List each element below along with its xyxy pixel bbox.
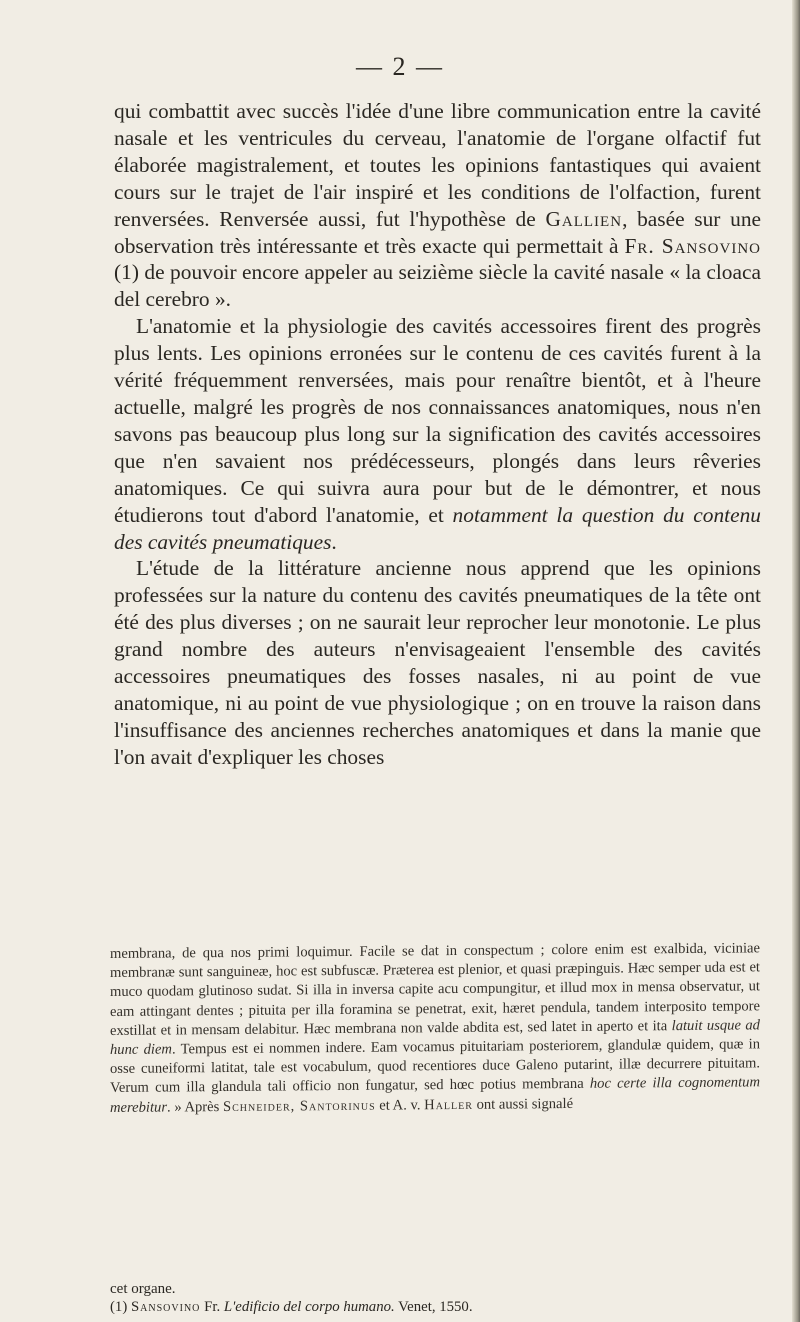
- main-text: [114, 98, 761, 771]
- paragraph-2: L'anatomie et la physiologie des cavités accessoires firent des progrès plus lents. Les opinions erronées sur le contenu de ces cavités furent à la vérité fréquemment renversées, mais pour renaître bientôt, et à l'heure actuelle, malgré les progrès de nos connaissances anatomiques, nous n'en savons pas beaucoup plus long sur la signification des cavités accessoires que n'en savaient nos prédécesseurs, plongés dans leurs rêveries anatomiques. Ce qui suivra aura pour but de le démontrer, et nous étudierons tout d'abord l'anatomie, et notamment la question du contenu des cavités pneumatiques.: [114, 314, 761, 554]
- author-haller: Haller: [424, 1096, 473, 1113]
- emphasis-topic: notamment la question du contenu des cavités pneumatiques: [114, 502, 761, 554]
- footnote-title: L'edificio del corpo humano.: [223, 1299, 395, 1315]
- latin-quotation: membrana, de qua nos primi loquimur. Facile se dat in conspectum ; colore enim est exalbida, viciniae membranæ sunt sanguineæ, hoc est subfuscæ. Præterea est plenior, et quasi præpinguis. Hæc semper uda est et muco quodam glutinoso sudat. Si illa in inversa capite acu compungitur, et illud mox in mensa observatur, ut eam attingant dentes ; pituita per illa foramina se penetrat, exit, hæret pendula, tandem interposito tempore exstillat et in mensam delabitur. Hæc membrana non valde abdita est, sed latet in aperto et ita latuit usque ad hunc diem. Tempus est ei nommen indere. Eam vocamus pituitariam posteriorem, glandulæ quidem, quæ in osse cuneiformi latitat, tale est vocabulum, quod recentiores duce Galeno putarint, illæ decurrere pituitam. Verum cum illa glandula tali officio non fungatur, sed hœc potius membrana hoc certe illa cognomentum merebitur. » Après Schneider, Santorinus et A. v. Haller ont aussi signalé: [110, 940, 760, 1116]
- page-number: — 2 —: [356, 52, 444, 81]
- author-gallien: Gallien: [545, 206, 623, 231]
- paragraph-1: qui combattit avec succès l'idée d'une libre communication entre la cavité nasale et les ventricules du cerveau, l'anatomie de l'organe olfactif fut élaborée magistralement, et toutes les opinions fantastiques qui avaient cours sur le trajet de l'air inspiré et les conditions de l'olfaction, furent renversées. Renversée aussi, fut l'hypothèse de Gallien, basée sur une observation très intéressante et très exacte qui permettait à Fr. Sansovino (1) de pouvoir encore appeler au seizième siècle la cavité nasale « la cloaca del cerebro ».: [114, 99, 762, 312]
- page-edge: [792, 0, 800, 1322]
- continuation-line: cet organe.: [110, 1281, 176, 1297]
- author-sansovino: Fr. Sansovino: [624, 233, 762, 258]
- footnote: (1) Sansovino Fr. L'edificio del corpo humano. Venet, 1550.: [110, 1299, 473, 1315]
- paragraph-3: L'étude de la littérature ancienne nous apprend que les opinions professées sur la nature du contenu des cavités pneumatiques de la tête ont été des plus diverses ; on ne saurait leur reprocher leur monotonie. Le plus grand nombre des auteurs n'envisageaient l'ensemble des cavités accessoires pneumatiques des fosses nasales, ni au point de vue anatomique, ni au point de vue physiologique ; on en trouve la raison dans l'insuffisance des anciennes recherches anatomiques et dans la manie que l'on avait d'expliquer les choses: [114, 556, 761, 769]
- authors-schneider-santorinus: Schneider, Santorinus: [222, 1097, 376, 1115]
